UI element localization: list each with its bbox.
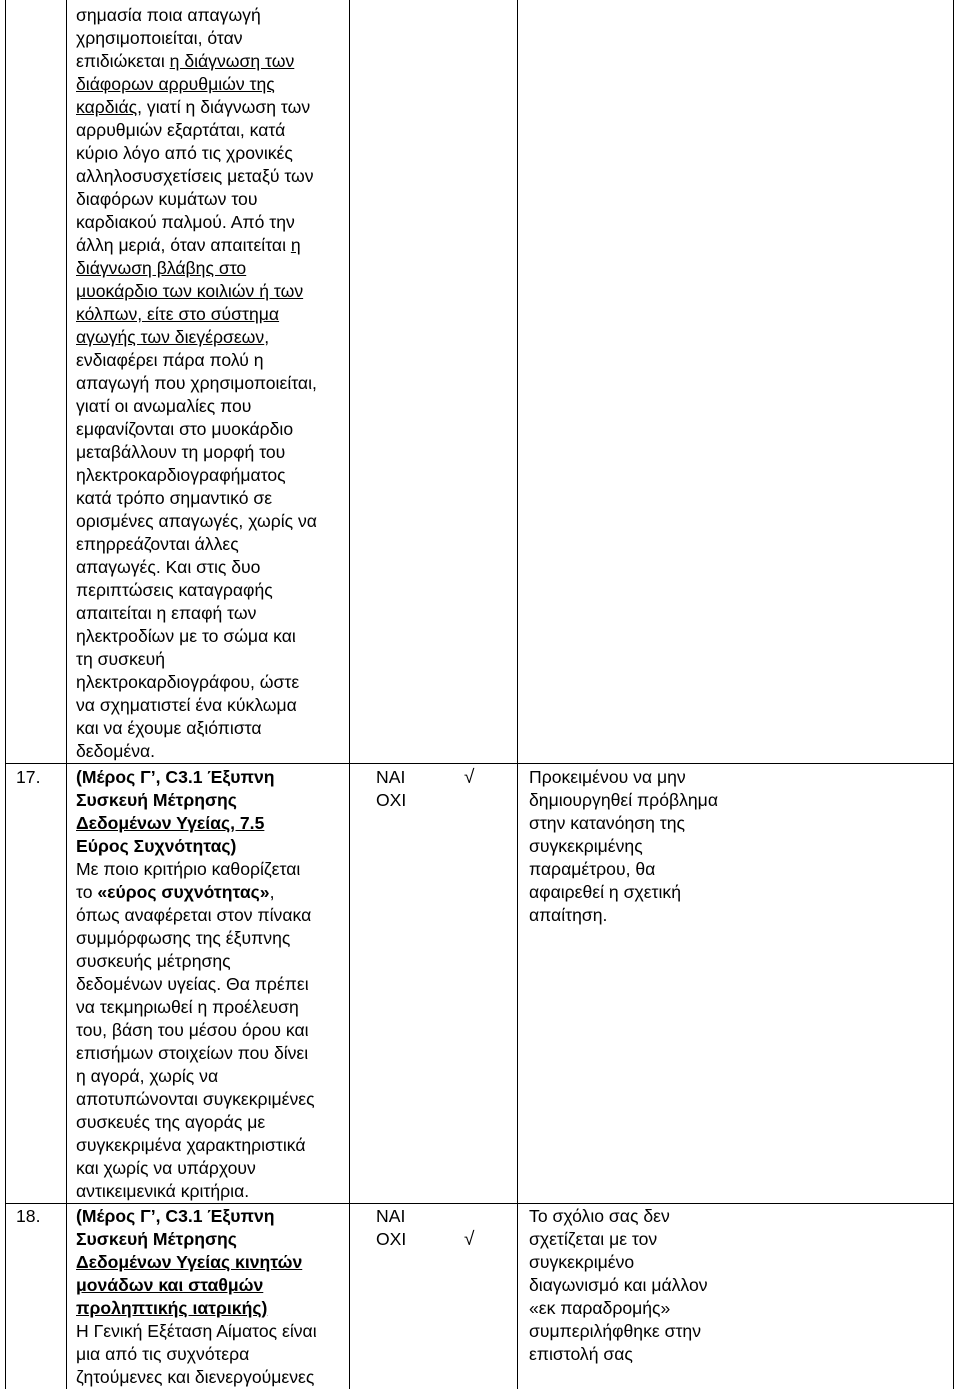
text-segment: διάφορων αρρυθμιών της [76, 74, 275, 94]
text-line [76, 1019, 315, 1042]
text-line [76, 904, 315, 927]
text-line [76, 4, 317, 27]
table-column-divider [517, 0, 518, 1389]
text-segment: δεδομένα. [76, 741, 156, 761]
text-segment: επιδιώκεται [76, 51, 170, 71]
text-line [76, 1065, 315, 1088]
text-segment: Δεδομένων Υγείας κινητών [76, 1252, 303, 1272]
text-line: συγκεκριμένο [529, 1252, 635, 1272]
text-line [76, 973, 315, 996]
text-segment: Συσκευή Μέτρησης [76, 1229, 237, 1249]
row-17-question-text [76, 766, 315, 1203]
row-17-no-option: ΟΧΙ [376, 790, 407, 810]
text-line [76, 211, 317, 234]
text-line [76, 812, 315, 835]
text-segment: μυοκάρδιο των κοιλιών ή των [76, 281, 304, 301]
text-line [76, 487, 317, 510]
text-segment: επηρρεάζονται άλλες [76, 534, 239, 554]
text-line [76, 372, 317, 395]
text-line [76, 257, 317, 280]
text-line [76, 1157, 315, 1180]
text-segment: «εύρος συχνότητας» [97, 882, 270, 902]
text-segment: και χωρίς να υπάρχουν [76, 1158, 256, 1178]
text-segment: συσκευής μέτρησης [76, 951, 231, 971]
text-segment: μια από τις συχνότερα [76, 1344, 250, 1364]
text-segment: και να έχουμε αξιόπιστα [76, 718, 262, 738]
text-segment: αλληλοσυσχετίσεις μεταξύ των [76, 166, 314, 186]
row-18-no-option: ΟΧΙ [376, 1229, 407, 1249]
row-18-checkmark-icon: √ [464, 1229, 475, 1250]
text-segment: συσκευές της αγοράς με [76, 1112, 266, 1132]
text-line [76, 188, 317, 211]
text-line: Το σχόλιο σας δεν [529, 1206, 670, 1226]
text-line [76, 326, 317, 349]
text-segment: αντικειμενικά κριτήρια. [76, 1181, 250, 1201]
text-line [76, 694, 317, 717]
text-line: διαγωνισμό και μάλλον [529, 1275, 708, 1295]
row-18-number: 18. [16, 1206, 41, 1226]
text-line: απαίτηση. [529, 905, 608, 925]
text-line [76, 234, 317, 257]
text-segment: σημασία ποια απαγωγή [76, 5, 261, 25]
text-segment: Δεδομένων Υγείας, 7.5 [76, 813, 265, 833]
text-line [76, 533, 317, 556]
text-segment: , [264, 327, 270, 347]
text-line [76, 579, 317, 602]
text-segment: Με ποιο κριτήριο καθορίζεται [76, 859, 301, 879]
text-segment: εμφανίζονται στο μυοκάρδιο [76, 419, 294, 439]
row-17-number: 17. [16, 767, 41, 787]
text-segment: ενδιαφέρει πάρα πολύ η [76, 350, 264, 370]
text-segment: συμμόρφωσης της έξυπνης [76, 928, 291, 948]
text-segment: συγκεκριμένα χαρακτηριστικά [76, 1135, 306, 1155]
text-line [76, 142, 317, 165]
text-line [76, 303, 317, 326]
text-line [76, 789, 315, 812]
text-segment: ηλεκτροκαρδιογραφήματος [76, 465, 286, 485]
text-segment: καρδιάς [76, 97, 138, 117]
text-line [76, 1134, 315, 1157]
text-line [76, 766, 315, 789]
table-border-left [5, 0, 6, 1389]
text-line [76, 1205, 317, 1228]
text-line [76, 671, 317, 694]
text-segment: Συσκευή Μέτρησης [76, 790, 237, 810]
text-segment: Η Γενική Εξέταση Αίματος είναι [76, 1321, 317, 1341]
row-18-question-text [76, 1205, 317, 1389]
text-segment: η [290, 235, 301, 255]
text-segment: επισήμων στοιχείων που δίνει [76, 1043, 309, 1063]
text-line [76, 510, 317, 533]
text-segment: διαφόρων κυμάτων του [76, 189, 258, 209]
text-line [76, 1366, 317, 1389]
text-segment: κύριο λόγο από τις χρονικές [76, 143, 293, 163]
text-line [76, 119, 317, 142]
text-line [76, 717, 317, 740]
text-segment: προληπτικής ιατρικής) [76, 1298, 268, 1318]
text-line [76, 927, 315, 950]
text-line [76, 858, 315, 881]
text-segment: περιπτώσεις καταγραφής [76, 580, 273, 600]
text-segment: τη συσκευή [76, 649, 166, 669]
text-segment: κόλπων, είτε στο σύστημα [76, 304, 280, 324]
row-17-yes-option: ΝΑΙ [376, 767, 406, 787]
text-line [76, 96, 317, 119]
text-segment: το [76, 882, 98, 902]
text-segment: (Μέρος Γ’, C3.1 Έξυπνη [76, 767, 275, 787]
text-segment: απαγωγές. Και στις δυο [76, 557, 261, 577]
text-line [76, 395, 317, 418]
text-line [76, 1042, 315, 1065]
text-segment: , γιατί η διάγνωση των [137, 97, 311, 117]
text-segment: , [269, 882, 275, 902]
text-line [76, 835, 315, 858]
text-segment: αποτυπώνονται συγκεκριμένες [76, 1089, 315, 1109]
text-line [76, 349, 317, 372]
text-line: Προκειμένου να μην [529, 767, 686, 787]
text-line [76, 1297, 317, 1320]
text-line [76, 280, 317, 303]
text-line: συγκεκριμένης [529, 836, 643, 856]
text-line [76, 1180, 315, 1203]
table-row-divider [5, 1203, 953, 1204]
row-18-yes-option: ΝΑΙ [376, 1206, 406, 1226]
text-segment: ορισμένες απαγωγές, χωρίς να [76, 511, 317, 531]
text-line [76, 1274, 317, 1297]
text-segment: κατά τρόπο σημαντικό σε [76, 488, 273, 508]
text-segment: Εύρος Συχνότητας) [76, 836, 237, 856]
text-line [76, 996, 315, 1019]
text-segment: του, βάση του μέσου όρου και [76, 1020, 309, 1040]
text-segment: άλλη μεριά, όταν απαιτείται [76, 235, 291, 255]
row-17-answer-text [529, 766, 718, 927]
text-segment: να σχηματιστεί ένα κύκλωμα [76, 695, 297, 715]
text-segment: δεδομένων υγείας. Θα πρέπει [76, 974, 309, 994]
text-line: αφαιρεθεί η σχετική [529, 882, 681, 902]
text-segment: διάγνωση βλάβης στο [76, 258, 247, 278]
text-segment: (Μέρος Γ’, C3.1 Έξυπνη [76, 1206, 275, 1226]
text-line [76, 73, 317, 96]
text-segment: απαιτείται η επαφή των [76, 603, 257, 623]
text-segment: ηλεκτροκαρδιογράφου, ώστε [76, 672, 300, 692]
table-border-right [953, 0, 954, 1389]
text-line: συμπεριλήφθηκε στην [529, 1321, 701, 1341]
text-line [76, 1251, 317, 1274]
text-line: δημιουργηθεί πρόβλημα [529, 790, 718, 810]
text-segment: μεταβάλλουν τη μορφή του [76, 442, 286, 462]
text-line: σχετίζεται με τον [529, 1229, 658, 1249]
text-line [76, 648, 317, 671]
text-line [76, 1111, 315, 1134]
text-segment: η διάγνωση των [169, 51, 295, 71]
text-segment: η αγορά, χωρίς να [76, 1066, 219, 1086]
text-line [76, 950, 315, 973]
text-segment: απαγωγή που χρησιμοποιείται, [76, 373, 317, 393]
text-segment: χρησιμοποιείται, όταν [76, 28, 243, 48]
text-segment: αγωγής των διεγέρσεων [76, 327, 265, 347]
text-segment: όπως αναφέρεται στον πίνακα [76, 905, 312, 925]
text-line [76, 27, 317, 50]
text-line [76, 881, 315, 904]
text-segment: μονάδων και σταθμών [76, 1275, 264, 1295]
table-column-divider [349, 0, 350, 1389]
text-segment: ηλεκτροδίων με το σώμα και [76, 626, 296, 646]
text-line [76, 50, 317, 73]
row-18-answer-text [529, 1205, 708, 1366]
text-line [76, 1343, 317, 1366]
table-row-divider [5, 763, 953, 764]
text-segment: αρρυθμιών εξαρτάται, κατά [76, 120, 286, 140]
prev-row-question-text [76, 4, 317, 763]
text-segment: γιατί οι ανωμαλίες που [76, 396, 252, 416]
text-line [76, 625, 317, 648]
text-line [76, 464, 317, 487]
row-17-checkmark-icon: √ [464, 767, 475, 788]
text-line [76, 1320, 317, 1343]
text-line: παραμέτρου, θα [529, 859, 656, 879]
text-line [76, 165, 317, 188]
text-line: επιστολή σας [529, 1344, 633, 1364]
text-line [76, 1088, 315, 1111]
text-line [76, 602, 317, 625]
text-segment: να τεκμηριωθεί η προέλευση [76, 997, 299, 1017]
table-column-divider [66, 0, 67, 1389]
text-line [76, 740, 317, 763]
text-segment: ζητούμενες και διενεργούμενες [76, 1367, 315, 1387]
text-segment: καρδιακού παλμού. Από την [76, 212, 295, 232]
text-line [76, 441, 317, 464]
text-line [76, 1228, 317, 1251]
text-line: στην κατανόηση της [529, 813, 686, 833]
text-line: «εκ παραδρομής» [529, 1298, 671, 1318]
text-line [76, 418, 317, 441]
text-line [76, 556, 317, 579]
